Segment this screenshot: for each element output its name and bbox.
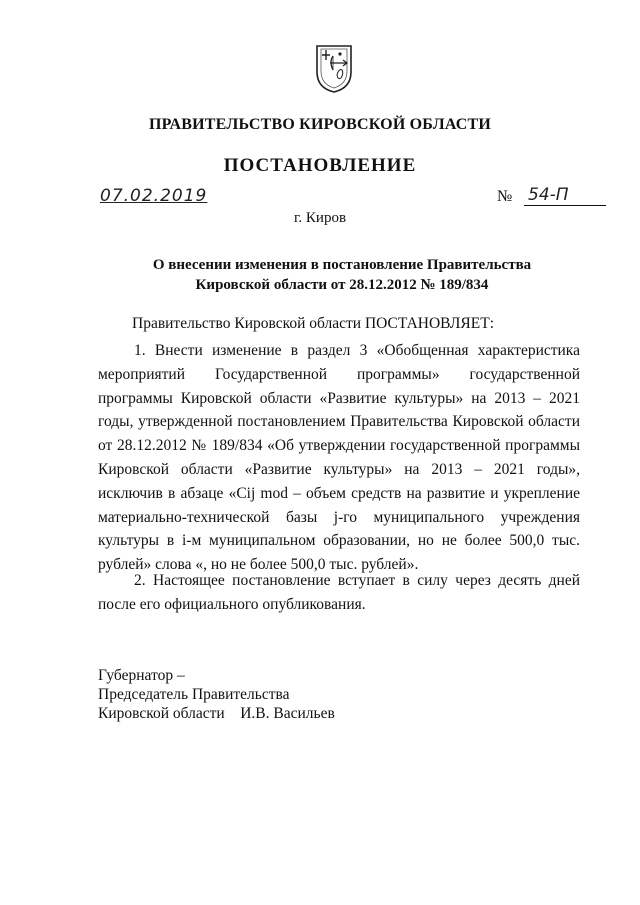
signature-name-line: Кировской области И.В. Васильев: [98, 705, 335, 722]
signature-block: [98, 666, 335, 723]
document-date: 07.02.2019: [100, 186, 208, 206]
city: г. Киров: [293, 210, 347, 226]
coat-of-arms-icon: [313, 40, 355, 94]
signature-position-2: Председатель Правительства: [98, 686, 290, 703]
preamble: Правительство Кировской области ПОСТАНОВЛЯЕТ:: [132, 315, 495, 332]
document-number: 54-П: [524, 185, 606, 206]
document-type: ПОСТАНОВЛЕНИЕ: [223, 155, 417, 176]
paragraph-2: 2. Настоящее постановление вступает в силу через десять дней после его официального опубликования.: [98, 572, 580, 613]
signature-position: Губернатор –: [98, 667, 185, 684]
document-subject: О внесении изменения в постановление Правительства Кировской области от 28.12.2012 № 189/834: [152, 257, 532, 293]
number-label: №: [497, 188, 513, 205]
paragraph-1: 1. Внести изменение в раздел 3 «Обобщенная характеристика мероприятий Государственной программы» государственной программы Кировской области «Развитие культуры» на 2013 – 2021 годы, утвержденной постановлением Правительства Кировской области от 28.12.2012 № 189/834 «Об утверждении государственной программы Кировской области «Развитие культуры» на 2013 – 2021 годы», исключив в абзаце «Cij mod – объем средств на развитие и укрепление материально-технической базы j-го муниципального учреждения культуры в i-м муниципальном образовании, но не более 500,0 тыс. рублей» слова «, но не более 500,0 тыс. рублей».: [98, 342, 580, 574]
government-title: ПРАВИТЕЛЬСТВО КИРОВСКОЙ ОБЛАСТИ: [148, 116, 492, 133]
